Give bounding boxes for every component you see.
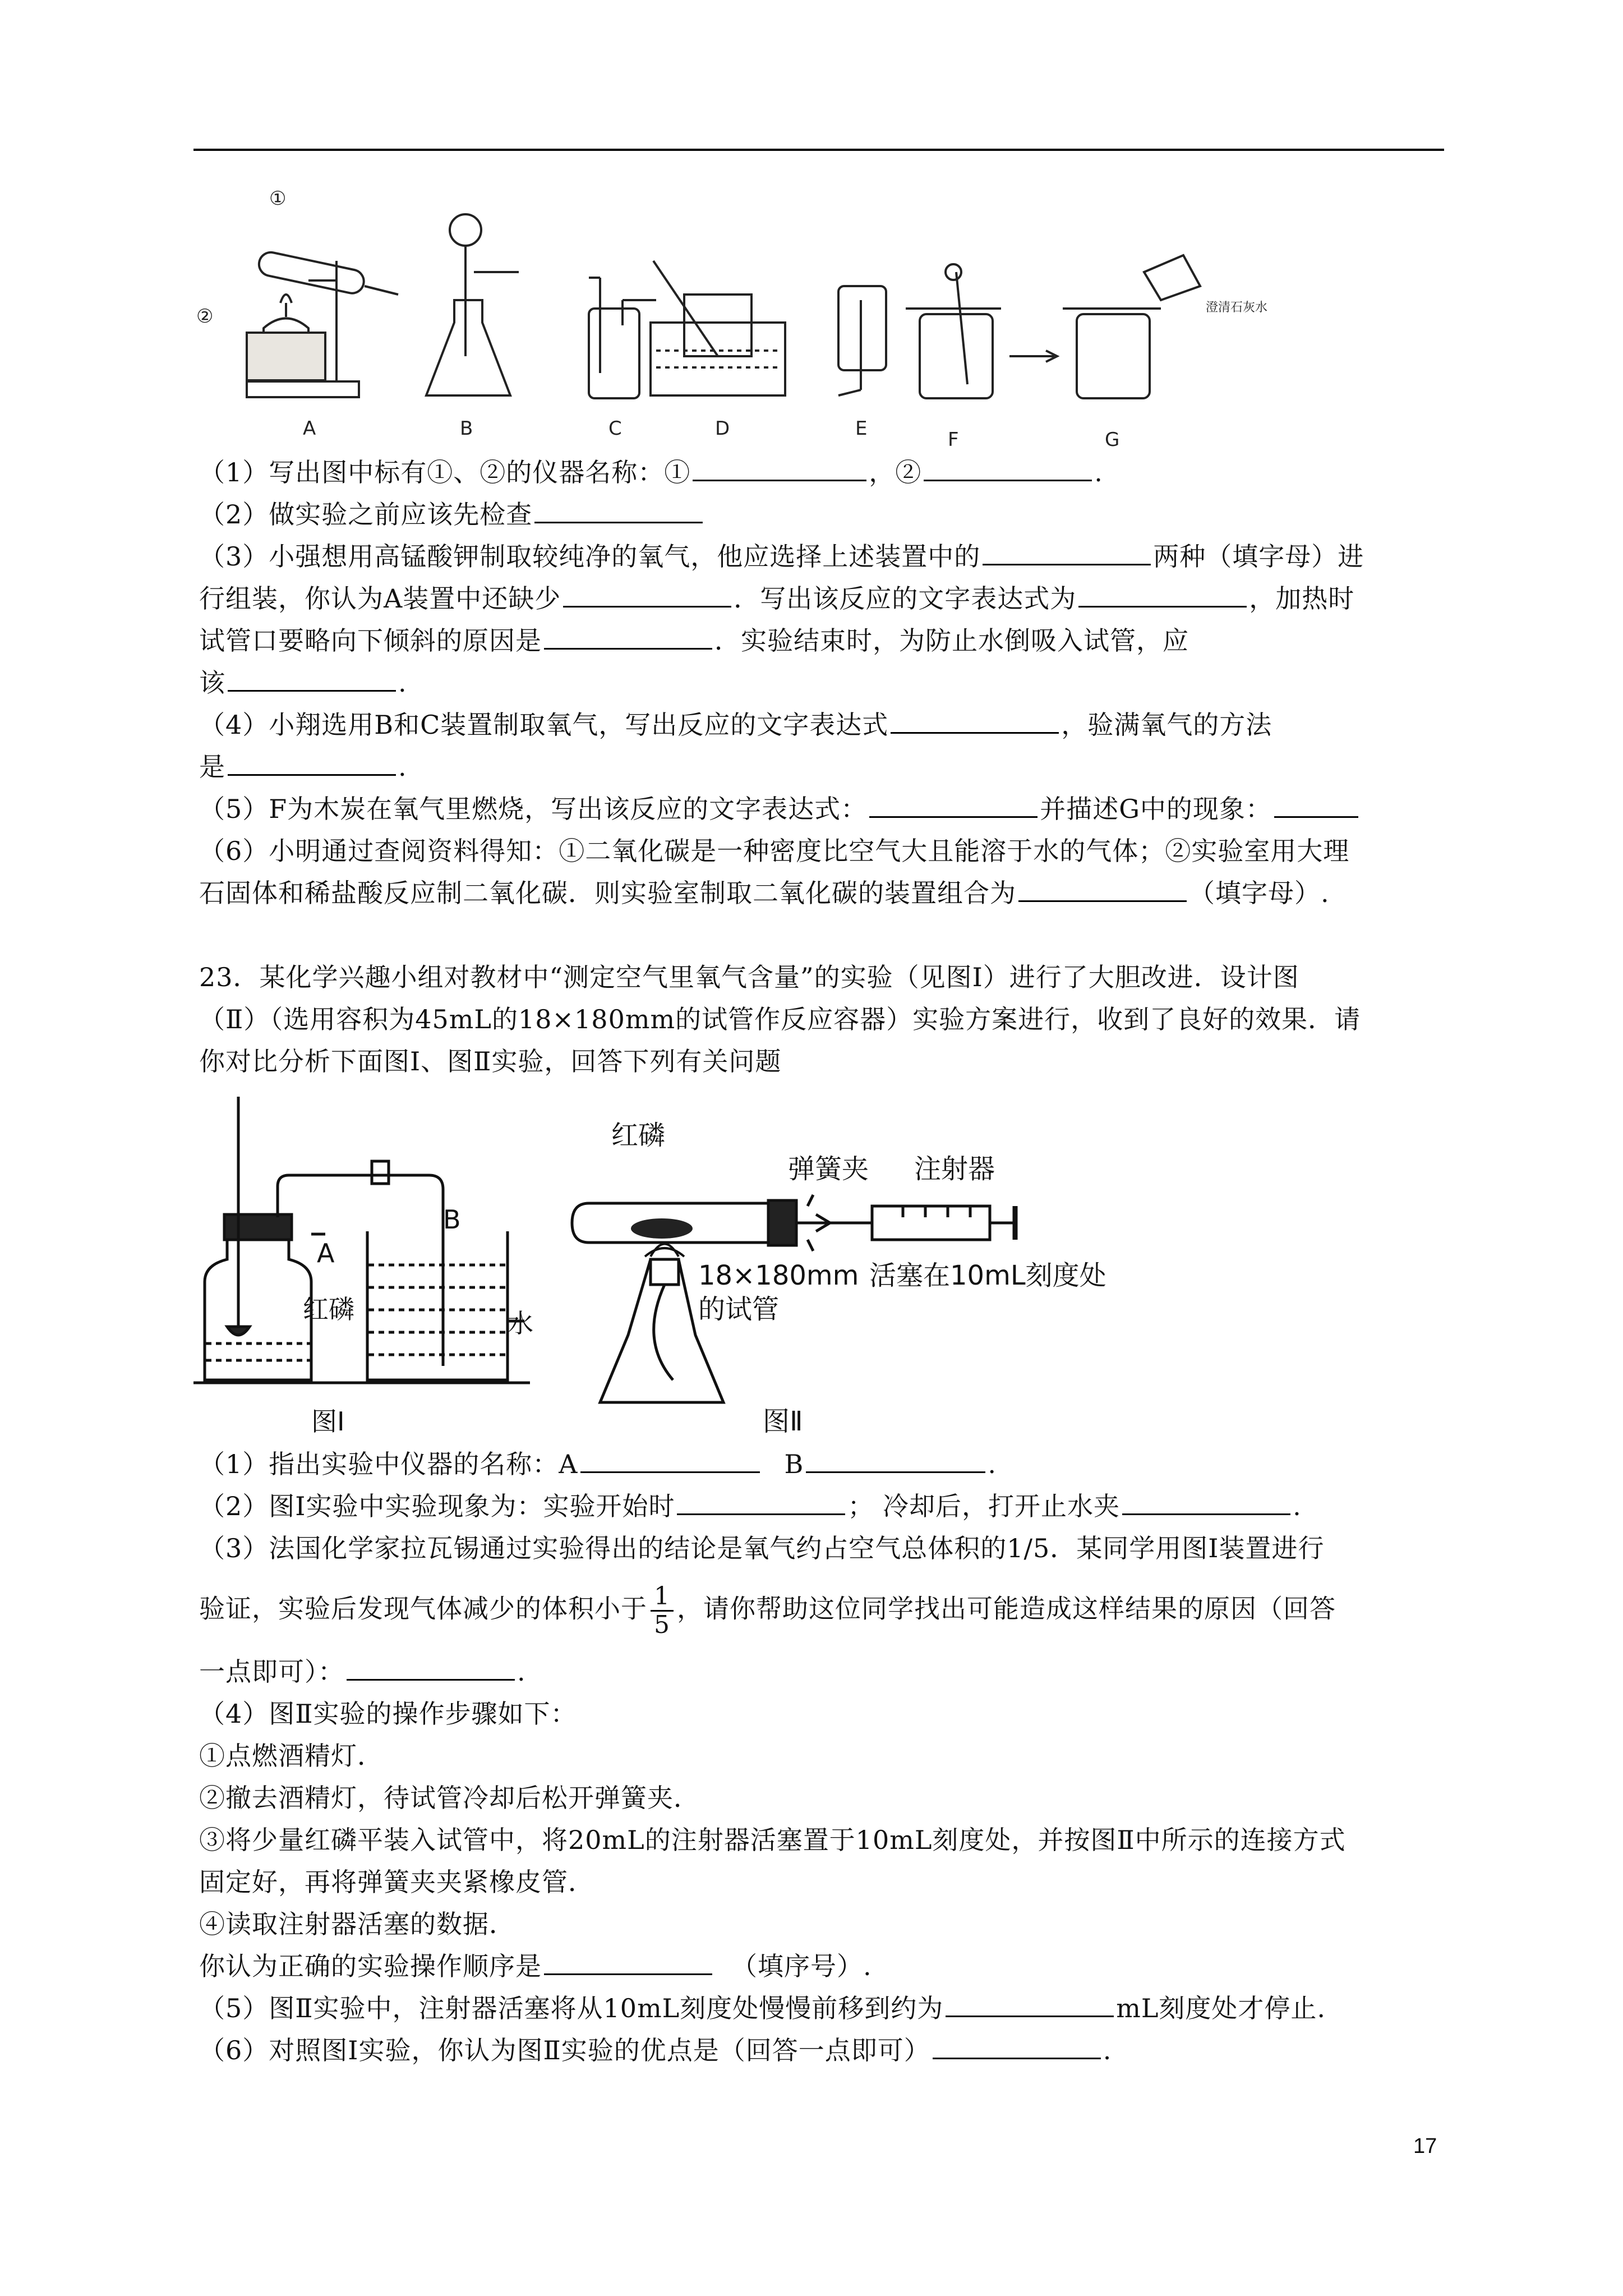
answer-blank[interactable] (534, 499, 703, 523)
q23-part5: （5）图Ⅱ实验中，注射器活塞将从10mL刻度处慢慢前移到约为 mL刻度处才停止. (199, 1993, 1326, 2023)
q23-part6: （6）对照图Ⅰ实验，你认为图Ⅱ实验的优点是（回答一点即可） . (199, 2035, 1112, 2065)
q22-part1: （1）写出图中标有①、②的仪器名称：① ，② . (199, 457, 1103, 487)
q23-step3-line1: ③将少量红磷平装入试管中，将20mL的注射器活塞置于10mL刻度处，并按图Ⅱ中所示的连接方式 (199, 1825, 1346, 1855)
wood-block (247, 333, 325, 380)
jar-f (920, 314, 993, 398)
answer-blank[interactable] (544, 1951, 712, 1975)
q23-part1: （1）指出实验中仪器的名称：A B . (199, 1449, 997, 1479)
lamp-wick-holder (651, 1259, 679, 1285)
lamp-flame-ii (645, 1244, 684, 1257)
label-g: G (1105, 429, 1120, 451)
q23-step3-line2: 固定好，再将弹簧夹夹紧橡皮管． (199, 1867, 594, 1897)
water-clamp (372, 1161, 389, 1184)
tube-stopper (768, 1200, 796, 1245)
q22-part5: （5）F为木炭在氧气里燃烧，写出该反应的文字表达式： 并描述G中的现象： (199, 792, 1361, 826)
connecting-tube (278, 1175, 443, 1366)
header-rule (193, 149, 1444, 151)
lamp-flame (280, 295, 292, 303)
pouring-beaker (1144, 255, 1200, 300)
label-e: E (855, 417, 868, 440)
label-red-phosphorus: 红磷 (303, 1294, 354, 1324)
combustion-spoon (956, 272, 967, 384)
figure-1-apparatus (193, 1097, 541, 1444)
label-tube-size: 18×180mm (698, 1260, 859, 1291)
q23-intro-line1: 23．某化学兴趣小组对教材中“测定空气里氧气含量”的实验（见图Ⅰ）进行了大胆改进．设计图 (199, 962, 1299, 992)
red-phosphorus-pile (631, 1218, 693, 1239)
answer-blank[interactable] (1122, 1491, 1290, 1515)
q22-part4-line2: 是 . (199, 752, 407, 782)
answer-blank[interactable] (563, 583, 731, 608)
answer-blank[interactable] (347, 1657, 515, 1681)
q23-part3-line1: （3）法国化学家拉瓦锡通过实验得出的结论是氧气约占空气总体积的1/5．某同学用图Ⅰ装置进行 (199, 1533, 1325, 1563)
q22-part3-line3: 试管口要略向下倾斜的原因是 ．实验结束时，为防止水倒吸入试管，应 (199, 625, 1189, 656)
label-water: 水 (508, 1308, 533, 1338)
answer-blank[interactable] (983, 541, 1151, 565)
answer-blank[interactable] (946, 1993, 1114, 2017)
g-note: 澄清石灰水 (1206, 301, 1268, 315)
q23-part4: （4）图Ⅱ实验的操作步骤如下： (199, 1699, 577, 1729)
answer-blank[interactable] (677, 1491, 845, 1515)
answer-blank[interactable] (1274, 794, 1358, 818)
answer-blank[interactable] (933, 2035, 1101, 2059)
marker-2: ② (196, 305, 214, 328)
label-f: F (948, 429, 959, 451)
label-tube-name: 的试管 (698, 1294, 780, 1325)
syringe-barrel (872, 1206, 990, 1240)
delivery-tube-d (653, 261, 718, 356)
beaker-b (367, 1231, 508, 1380)
answer-blank[interactable] (1018, 878, 1187, 902)
gas-bottle-e (838, 286, 886, 370)
answer-blank[interactable] (693, 457, 866, 481)
answer-blank[interactable] (869, 794, 1038, 818)
erlenmeyer-flask (426, 300, 510, 395)
label-a: A (317, 1238, 335, 1268)
label-b: B (443, 1204, 461, 1235)
fraction-one-fifth: $\frac{1}{5}$ (651, 1583, 674, 1639)
funnel-bulb (450, 214, 481, 246)
q22-part6-line2: 石固体和稀盐酸反应制二氧化碳．则实验室制取二氧化碳的装置组合为 （填字母）. (199, 878, 1330, 908)
apparatus-figure-a-g (196, 188, 1290, 452)
q22-part4-line1: （4）小翔选用B和C装置制取氧气，写出反应的文字表达式 ，验满氧气的方法 (199, 710, 1272, 740)
q22-part3-line4: 该 . (199, 668, 407, 698)
q23-intro-line2: （Ⅱ）（选用容积为45mL的18×180mm的试管作反应容器）实验方案进行，收到了良好的效果．请 (199, 1004, 1361, 1034)
q22-part6-line1: （6）小明通过查阅资料得知：①二氧化碳是一种密度比空气大且能溶于水的气体；②实验室用大理 (199, 836, 1350, 866)
combustion-spoon-1 (227, 1327, 250, 1335)
answer-blank[interactable] (891, 710, 1059, 734)
q23-part2: （2）图Ⅰ实验中实验现象为：实验开始时 ； 冷却后，打开止水夹 . (199, 1491, 1302, 1521)
collecting-bottle-a (205, 1237, 311, 1380)
label-c: C (608, 417, 622, 440)
q22-part2: （2）做实验之前应该先检查 (199, 498, 705, 531)
jar-g (1077, 314, 1150, 398)
answer-blank[interactable] (544, 625, 712, 650)
stand-base (247, 381, 359, 397)
label-spring-clamp: 弹簧夹 (788, 1153, 869, 1185)
q23-part3-line3: 一点即可）： . (199, 1657, 526, 1687)
label-syringe: 注射器 (914, 1153, 995, 1185)
q23-intro-line3: 你对比分析下面图Ⅰ、图Ⅱ实验，回答下列有关问题 (199, 1046, 782, 1076)
answer-blank[interactable] (924, 457, 1092, 481)
q22-part3-line2: 行组装，你认为A装置中还缺少 ．写出该反应的文字表达式为 ，加热时 (199, 583, 1355, 614)
figure-1-caption: 图Ⅰ (311, 1406, 345, 1437)
q23-order: 你认为正确的实验操作顺序是 （填序号）. (199, 1951, 872, 1981)
lamp-wick (654, 1285, 673, 1380)
test-tube-a (257, 250, 366, 296)
label-a: A (303, 417, 316, 440)
q22-part3-line1: （3）小强想用高锰酸钾制取较纯净的氧气，他应选择上述装置中的 两种（填字母）进 (199, 541, 1364, 572)
q23-part3-line2: 验证，实验后发现气体减少的体积小于 $\frac{1}{5}$ ，请你帮助这位同学找出可能造成这样结果的原因（回答 (199, 1582, 1336, 1639)
page-number: 17 (1413, 2134, 1437, 2158)
q23-step2: ②撤去酒精灯，待试管冷却后松开弹簧夹． (199, 1783, 700, 1813)
water-trough (651, 323, 785, 395)
collecting-bottle-d (684, 295, 751, 356)
gas-bottle-c (589, 309, 639, 398)
q23-step1: ①点燃酒精灯． (199, 1741, 384, 1771)
answer-blank[interactable] (228, 668, 396, 692)
answer-blank[interactable] (580, 1449, 760, 1473)
q23-step4: ④读取注射器活塞的数据． (199, 1909, 515, 1939)
figure-2-caption: 图Ⅱ (763, 1406, 803, 1437)
label-b: B (460, 417, 473, 440)
label-d: D (715, 417, 730, 440)
label-piston-position: 活塞在10mL刻度处 (869, 1260, 1106, 1291)
answer-blank[interactable] (1078, 583, 1247, 608)
answer-blank[interactable] (806, 1449, 985, 1473)
delivery-tube-a (365, 286, 398, 295)
marker-1: ① (269, 188, 287, 210)
label-red-phosphorus-ii: 红磷 (611, 1120, 666, 1151)
figure-2-apparatus (566, 1116, 1144, 1447)
answer-blank[interactable] (228, 752, 396, 776)
rubber-stopper (224, 1214, 292, 1240)
